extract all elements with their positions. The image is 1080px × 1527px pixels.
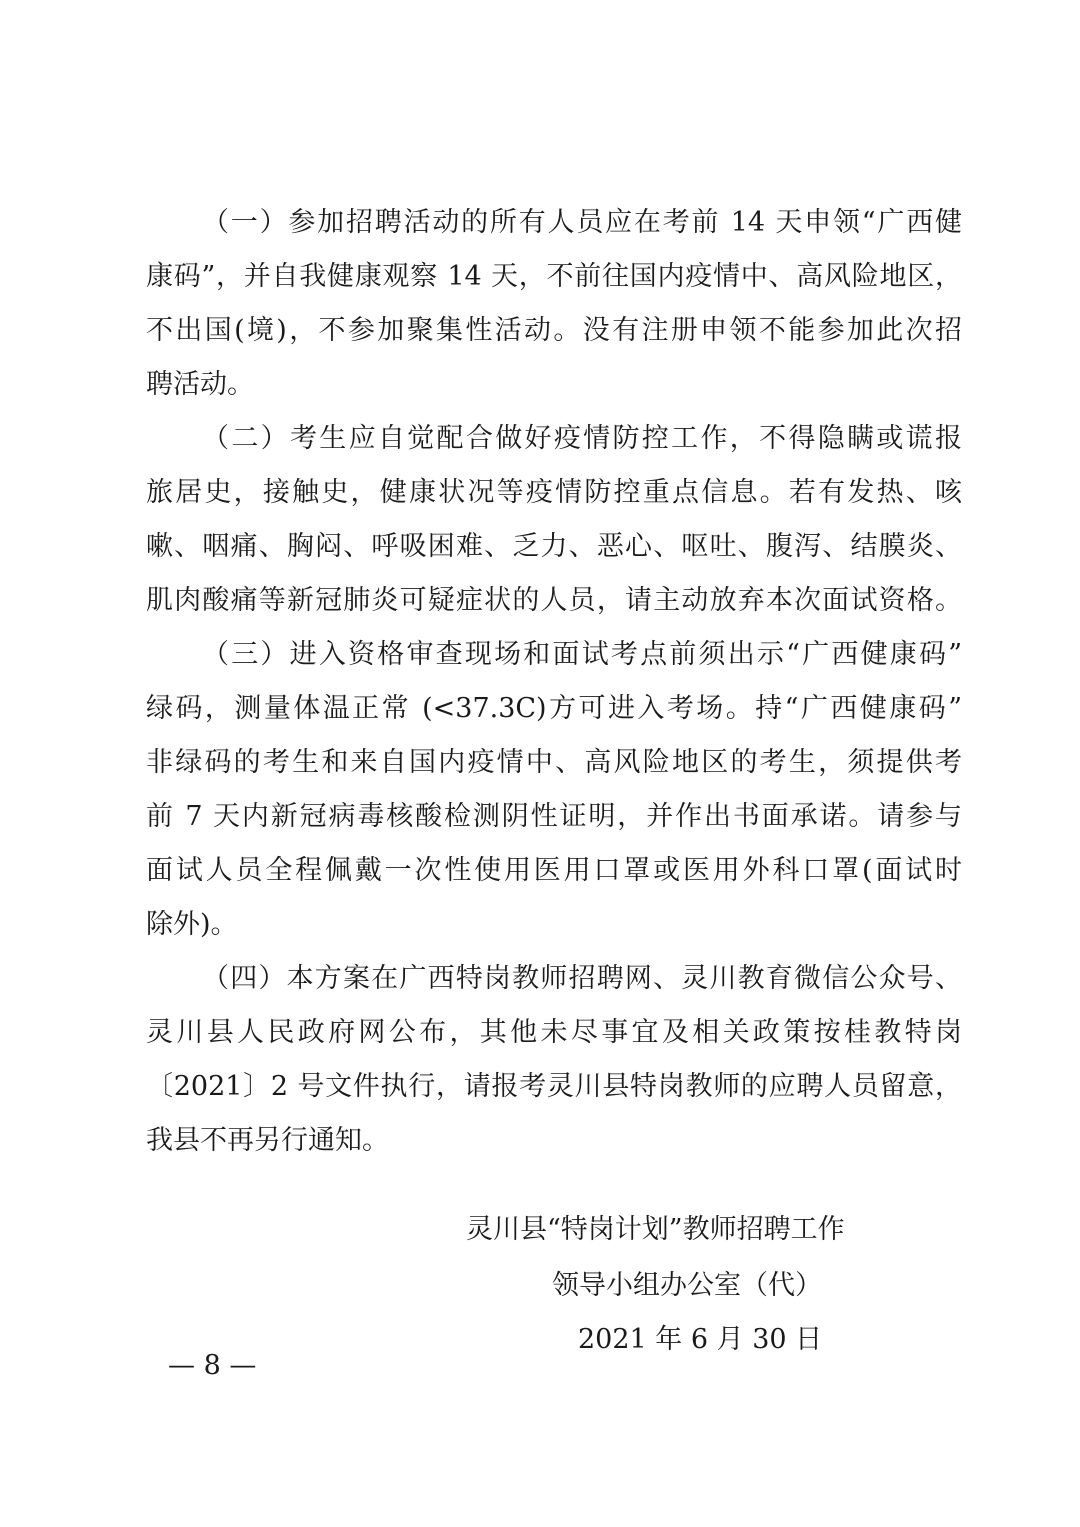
paragraph-line: 肌肉酸痛等新冠肺炎可疑症状的人员，请主动放弃本次面试资格。: [146, 585, 962, 616]
paragraph-line: 前 7 天内新冠病毒核酸检测阴性证明，并作出书面承诺。请参与: [146, 801, 962, 832]
page-number: — 8 —: [168, 1350, 257, 1381]
paragraph-line: 嗽、咽痛、胸闷、呼吸困难、乏力、恶心、呕吐、腹泻、结膜炎、: [146, 531, 962, 562]
signature-organization: 灵川县“特岗计划”教师招聘工作: [466, 1214, 845, 1245]
paragraph-line: （四）本方案在广西特岗教师招聘网、灵川教育微信公众号、: [202, 963, 962, 994]
paragraph-line: （三）进入资格审查现场和面试考点前须出示“广西健康码”: [202, 639, 962, 670]
paragraph-line: 康码”，并自我健康观察 14 天，不前往国内疫情中、高风险地区，: [146, 261, 962, 292]
paragraph-line: 灵川县人民政府网公布，其他未尽事宜及相关政策按桂教特岗: [146, 1017, 962, 1048]
paragraph-line: 面试人员全程佩戴一次性使用医用口罩或医用外科口罩(面试时: [146, 855, 962, 886]
paragraph-line: 绿码，测量体温正常 (<37.3C)方可进入考场。持“广西健康码”: [146, 693, 962, 724]
paragraph-line: 旅居史，接触史，健康状况等疫情防控重点信息。若有发热、咳: [146, 477, 962, 508]
paragraph-1: [146, 196, 962, 412]
paragraph-line: 不出国(境)，不参加聚集性活动。没有注册申领不能参加此次招: [146, 315, 962, 346]
paragraph-line: 除外)。: [146, 909, 238, 940]
paragraph-line: 非绿码的考生和来自国内疫情中、高风险地区的考生，须提供考: [146, 747, 962, 778]
paragraph-2: [146, 412, 962, 628]
document-body: [146, 196, 962, 1168]
signature-date: 2021 年 6 月 30 日: [578, 1324, 823, 1355]
paragraph-line: 聘活动。: [146, 369, 254, 400]
paragraph-line: 〔2021〕2 号文件执行，请报考灵川县特岗教师的应聘人员留意，: [146, 1071, 962, 1102]
paragraph-3: [146, 628, 962, 952]
paragraph-line: （二）考生应自觉配合做好疫情防控工作，不得隐瞒或谎报: [202, 423, 962, 454]
signature-office: 领导小组办公室（代）: [552, 1270, 822, 1301]
paragraph-4: [146, 952, 962, 1168]
paragraph-line: 我县不再另行通知。: [146, 1125, 389, 1156]
paragraph-line: （一）参加招聘活动的所有人员应在考前 14 天申领“广西健: [202, 207, 962, 238]
